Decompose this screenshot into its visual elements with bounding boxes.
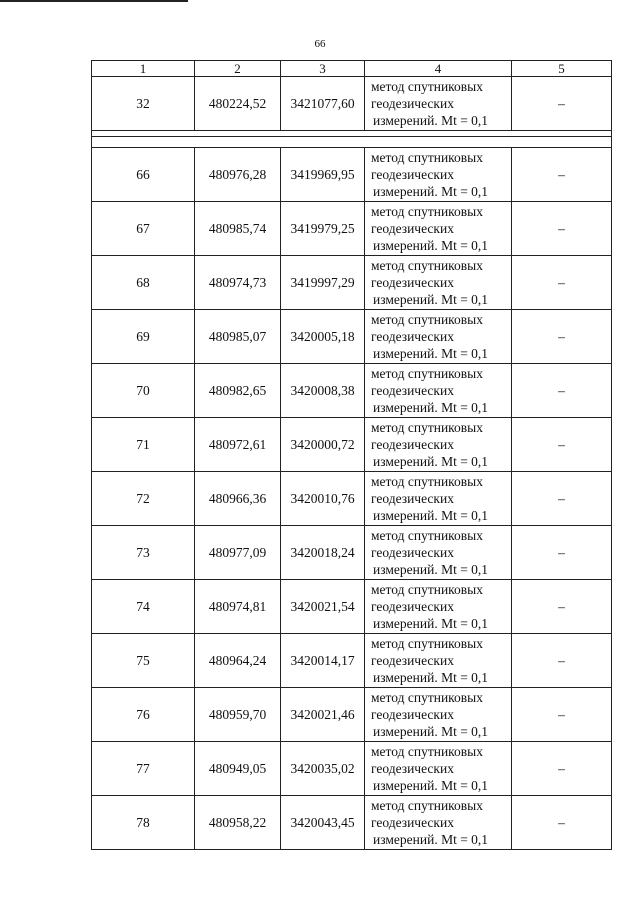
- x-coordinate-cell: 480966,36: [195, 472, 281, 526]
- method-line: метод спутниковых: [371, 474, 483, 489]
- column-header-4: 4: [365, 61, 512, 77]
- method-line: геодезических: [371, 653, 454, 668]
- x-coordinate-cell: 480972,61: [195, 418, 281, 472]
- method-cell: [365, 418, 512, 472]
- method-line: геодезических: [371, 329, 454, 344]
- table-row: [92, 202, 612, 256]
- note-cell: –: [512, 256, 612, 310]
- point-number-cell: 77: [92, 742, 195, 796]
- table-row: [92, 310, 612, 364]
- method-cell: [365, 148, 512, 202]
- separator-row: [92, 137, 612, 148]
- x-coordinate-cell: 480977,09: [195, 526, 281, 580]
- point-number-cell: 74: [92, 580, 195, 634]
- method-cell: [365, 796, 512, 850]
- note-cell: –: [512, 202, 612, 256]
- method-cell: [365, 634, 512, 688]
- method-cell: [365, 256, 512, 310]
- method-line: измерений. Mt = 0,1: [373, 400, 489, 415]
- method-line: метод спутниковых: [371, 582, 483, 597]
- x-coordinate-cell: 480985,07: [195, 310, 281, 364]
- method-line: метод спутниковых: [371, 798, 483, 813]
- method-line: метод спутниковых: [371, 366, 483, 381]
- table-row: [92, 796, 612, 850]
- point-number-cell: 71: [92, 418, 195, 472]
- point-number-cell: 66: [92, 148, 195, 202]
- method-line: геодезических: [371, 96, 454, 111]
- method-line: измерений. Mt = 0,1: [373, 292, 489, 307]
- method-cell: [365, 580, 512, 634]
- method-line: метод спутниковых: [371, 258, 483, 273]
- method-cell: [365, 364, 512, 418]
- method-cell: [365, 472, 512, 526]
- note-cell: –: [512, 77, 612, 131]
- table-row: [92, 364, 612, 418]
- method-line: измерений. Mt = 0,1: [373, 670, 489, 685]
- method-line: измерений. Mt = 0,1: [373, 832, 489, 847]
- y-coordinate-cell: 3420000,72: [281, 418, 365, 472]
- method-line: геодезических: [371, 761, 454, 776]
- x-coordinate-cell: 480964,24: [195, 634, 281, 688]
- header-row: [92, 61, 612, 77]
- method-line: измерений. Mt = 0,1: [373, 724, 489, 739]
- x-coordinate-cell: 480985,74: [195, 202, 281, 256]
- point-number-cell: 72: [92, 472, 195, 526]
- column-header-1: 1: [92, 61, 195, 77]
- point-number-cell: 73: [92, 526, 195, 580]
- y-coordinate-cell: 3419997,29: [281, 256, 365, 310]
- point-number-cell: 70: [92, 364, 195, 418]
- column-header-5: 5: [512, 61, 612, 77]
- method-line: метод спутниковых: [371, 744, 483, 759]
- y-coordinate-cell: 3420014,17: [281, 634, 365, 688]
- table-body: [92, 77, 612, 850]
- method-cell: [365, 526, 512, 580]
- x-coordinate-cell: 480976,28: [195, 148, 281, 202]
- table-row: [92, 418, 612, 472]
- method-line: геодезических: [371, 383, 454, 398]
- method-line: метод спутниковых: [371, 79, 483, 94]
- method-line: геодезических: [371, 437, 454, 452]
- point-number-cell: 68: [92, 256, 195, 310]
- x-coordinate-cell: 480959,70: [195, 688, 281, 742]
- table-row: [92, 472, 612, 526]
- note-cell: –: [512, 796, 612, 850]
- point-number-cell: 76: [92, 688, 195, 742]
- page-number: 66: [314, 38, 326, 50]
- method-line: геодезических: [371, 491, 454, 506]
- method-line: метод спутниковых: [371, 528, 483, 543]
- method-cell: [365, 688, 512, 742]
- method-line: измерений. Mt = 0,1: [373, 508, 489, 523]
- method-line: измерений. Mt = 0,1: [373, 238, 489, 253]
- method-cell: [365, 742, 512, 796]
- coordinates-table: [91, 60, 612, 850]
- y-coordinate-cell: 3420010,76: [281, 472, 365, 526]
- note-cell: –: [512, 580, 612, 634]
- table-row: [92, 634, 612, 688]
- y-coordinate-cell: 3419969,95: [281, 148, 365, 202]
- note-cell: –: [512, 148, 612, 202]
- table-row: [92, 148, 612, 202]
- method-line: геодезических: [371, 167, 454, 182]
- y-coordinate-cell: 3421077,60: [281, 77, 365, 131]
- top-rule: [0, 0, 188, 2]
- x-coordinate-cell: 480974,73: [195, 256, 281, 310]
- x-coordinate-cell: 480974,81: [195, 580, 281, 634]
- method-line: геодезических: [371, 275, 454, 290]
- table-row: [92, 742, 612, 796]
- method-line: метод спутниковых: [371, 690, 483, 705]
- table-row: [92, 580, 612, 634]
- note-cell: –: [512, 472, 612, 526]
- method-line: измерений. Mt = 0,1: [373, 454, 489, 469]
- note-cell: –: [512, 742, 612, 796]
- x-coordinate-cell: 480224,52: [195, 77, 281, 131]
- note-cell: –: [512, 364, 612, 418]
- method-cell: [365, 310, 512, 364]
- column-header-3: 3: [281, 61, 365, 77]
- method-line: измерений. Mt = 0,1: [373, 778, 489, 793]
- x-coordinate-cell: 480958,22: [195, 796, 281, 850]
- method-line: геодезических: [371, 815, 454, 830]
- table-row: [92, 526, 612, 580]
- y-coordinate-cell: 3420005,18: [281, 310, 365, 364]
- method-line: метод спутниковых: [371, 636, 483, 651]
- note-cell: –: [512, 418, 612, 472]
- method-line: метод спутниковых: [371, 420, 483, 435]
- point-number-cell: 75: [92, 634, 195, 688]
- y-coordinate-cell: 3420021,46: [281, 688, 365, 742]
- method-cell: [365, 202, 512, 256]
- y-coordinate-cell: 3420035,02: [281, 742, 365, 796]
- method-line: геодезических: [371, 707, 454, 722]
- y-coordinate-cell: 3420018,24: [281, 526, 365, 580]
- note-cell: –: [512, 688, 612, 742]
- method-line: измерений. Mt = 0,1: [373, 113, 489, 128]
- table-row: [92, 256, 612, 310]
- method-line: метод спутниковых: [371, 150, 483, 165]
- method-line: измерений. Mt = 0,1: [373, 562, 489, 577]
- method-line: метод спутниковых: [371, 312, 483, 327]
- point-number-cell: 69: [92, 310, 195, 364]
- method-line: геодезических: [371, 221, 454, 236]
- separator-cell: [92, 137, 612, 148]
- y-coordinate-cell: 3420008,38: [281, 364, 365, 418]
- method-line: измерений. Mt = 0,1: [373, 184, 489, 199]
- method-line: измерений. Mt = 0,1: [373, 616, 489, 631]
- point-number-cell: 78: [92, 796, 195, 850]
- method-line: метод спутниковых: [371, 204, 483, 219]
- y-coordinate-cell: 3420043,45: [281, 796, 365, 850]
- point-number-cell: 32: [92, 77, 195, 131]
- table-row: [92, 688, 612, 742]
- table-row: [92, 77, 612, 131]
- method-line: геодезических: [371, 599, 454, 614]
- method-cell: [365, 77, 512, 131]
- method-line: измерений. Mt = 0,1: [373, 346, 489, 361]
- note-cell: –: [512, 634, 612, 688]
- y-coordinate-cell: 3420021,54: [281, 580, 365, 634]
- x-coordinate-cell: 480982,65: [195, 364, 281, 418]
- note-cell: –: [512, 310, 612, 364]
- note-cell: –: [512, 526, 612, 580]
- y-coordinate-cell: 3419979,25: [281, 202, 365, 256]
- x-coordinate-cell: 480949,05: [195, 742, 281, 796]
- column-header-2: 2: [195, 61, 281, 77]
- point-number-cell: 67: [92, 202, 195, 256]
- method-line: геодезических: [371, 545, 454, 560]
